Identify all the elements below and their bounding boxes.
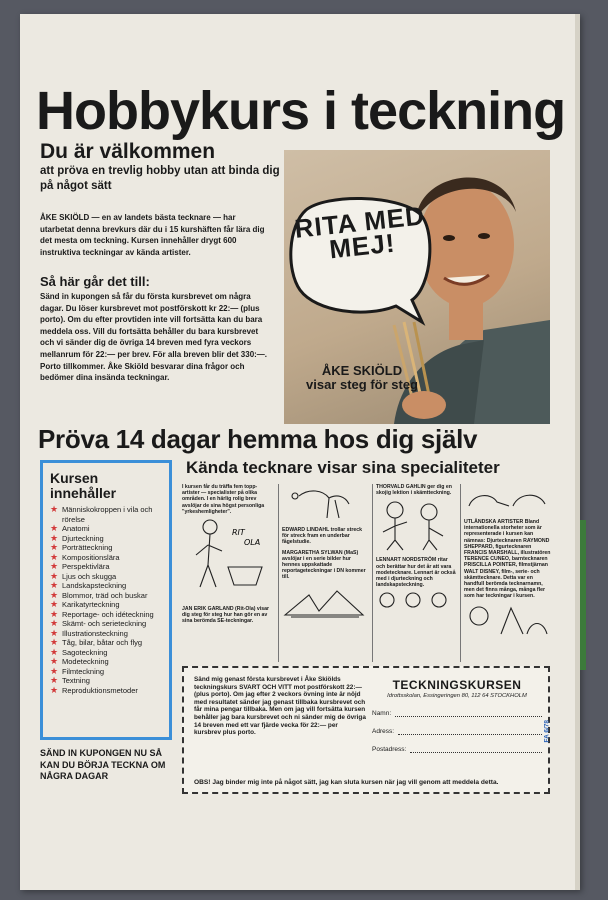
list-item: ★ Människokroppen i vila och rörelse (50, 504, 153, 524)
list-item: ★ Tåg, bilar, båtar och flyg (50, 637, 143, 647)
artist-column-3 (372, 484, 458, 662)
green-page-edge (580, 520, 586, 670)
star-icon: ★ (50, 599, 59, 609)
list-item: ★ Illustrationsteckning (50, 627, 128, 638)
list-item: ★ Ljus och skugga (50, 570, 117, 581)
instructor-photo (284, 150, 550, 424)
how-text: Sänd in kupongen så får du första kursbrevet om några dagar. Du löser kursbrevet mot postförskott kr 22:— (plus porto). Om du efter provtiden inte vill fortsätta kan du bara meddela oss. Vill du fortsätta behåller du bara kursbrevet och vi sänder dig de övriga 14 breven med fyra veckors mellanrum för 22:— per brev. För alla breven blir det 330:—. Porto tillkommer. Åke Skiöld besvarar dina frågor och bedömer dina insända teckningar. (40, 292, 268, 383)
coupon-code: FA 6/78 (544, 720, 551, 743)
artist-column-4 (460, 484, 552, 662)
list-item: ★ Anatomi (50, 523, 90, 533)
animal-sketch (461, 484, 551, 514)
coupon-form (372, 678, 542, 753)
garland-sketch (182, 515, 272, 601)
artist-column-1 (182, 484, 276, 662)
star-icon: ★ (50, 523, 59, 533)
list-item: ★ Perspektivlära (50, 561, 110, 571)
star-icon: ★ (50, 684, 59, 695)
sylwan-text: MARGARETHA SYLWAN (MaS) avslöjar i en serie bilder hur hennes uppskattade reportageteckningar i DN kommer till. (282, 549, 366, 581)
artists-intro: I kursen får du träffa fem topp-artister — specialister på olika områden. I en härlig rolig brev avslöjar de sina högst personliga "yrkeshemligheter". (182, 484, 265, 515)
intro-text: ÅKE SKIÖLD — en av landets bästa tecknare — har utarbetat denna brevkurs där du i 15 kurshäften får lära dig det mesta om teckning. Kursen innehåller drygt 600 instruktiva teckningar av kända artister. (40, 213, 265, 257)
cartoon-sketch (373, 496, 457, 552)
star-icon: ★ (50, 532, 59, 543)
list-item: ★ Karikatyrteckning (50, 599, 120, 609)
coupon-title: TECKNINGSKURSEN (392, 678, 522, 692)
gahlin-text: THORVALD GAHLIN ger dig en skojig lektion i skämtteckning. (376, 484, 452, 497)
list-item: ★ Blommor, träd och buskar (50, 589, 148, 600)
artists-headline: Kända tecknare visar sina specialiteter (186, 458, 500, 477)
lindahl-text: EDWARD LINDAHL trollar streck för streck fram en underbar fågelstudie. (282, 527, 363, 546)
coupon-note: OBS! Jag binder mig inte på något sätt, jag kan sluta kursen när jag vill genom att meddela detta. (194, 779, 499, 786)
reportage-sketch (279, 581, 369, 621)
list-item: ★ Textning (50, 675, 90, 685)
bubble-text: RITA MED MEJ! (293, 200, 427, 265)
list-item: ★ Porträtteckning (50, 542, 113, 552)
list-item: ★ Filmteckning (50, 665, 105, 676)
course-contents-title: Kursen innehåller (50, 470, 117, 501)
star-icon: ★ (50, 637, 59, 647)
try-headline: Pröva 14 dagar hemma hos dig själv (38, 424, 478, 454)
star-icon: ★ (50, 608, 59, 619)
list-item: ★ Sagoteckning (50, 646, 108, 657)
foreign-artists-text: UTLÄNDSKA ARTISTER Bland internationella storheter som är representerade i kursen kan nämnas: Djurtecknaren RAYMOND SHEPPARD, figurtecknaren FRANCIS MARSHALL, illustratören TERENCE CUNEO, barntecknaren PRISCILLA POINTER, filmstjärnan WALT DISNEY, film-, serie- och skämttecknare. Detta var en handfull berömda tecknarnamn, men det finns många, många fler som har teckningar i kursen. (464, 519, 551, 600)
star-icon: ★ (50, 561, 59, 571)
postal-address-field[interactable]: Postadress: (372, 746, 542, 753)
nordstrom-text: LENNART NORDSTRÖM ritar och berättar hur det år att vara modetecknare. Lennart är också med i djurteckning och landskapsteckning. (376, 557, 456, 589)
star-icon: ★ (50, 627, 59, 638)
star-icon: ★ (50, 646, 59, 657)
list-item: ★ Landskapsteckning (50, 580, 127, 590)
welcome-subtitle: att pröva en trevlig hobby utan att binda dig på något sätt (40, 165, 280, 192)
fashion-sketch (373, 588, 457, 618)
list-item: ★ Reportage- och idéteckning (50, 608, 154, 619)
svg-text:OLA: OLA (244, 538, 261, 548)
star-icon: ★ (50, 570, 59, 581)
star-icon: ★ (50, 665, 59, 676)
address-field[interactable]: Adress: (372, 728, 542, 735)
star-icon: ★ (50, 551, 59, 562)
order-coupon[interactable] (182, 666, 550, 794)
artist-showcase (182, 484, 552, 662)
course-contents-box (40, 460, 172, 740)
list-item: ★ Kompositionslära (50, 551, 120, 562)
course-contents-list (50, 505, 162, 695)
svg-text:RIT: RIT (232, 528, 245, 538)
star-icon: ★ (50, 542, 59, 552)
star-icon: ★ (50, 675, 59, 685)
coupon-address: Idrottsskolan, Essingeringen 80, 112 64 STOCKHOLM (387, 693, 527, 699)
list-item: ★ Skämt- och serieteckning (50, 618, 147, 628)
artist-column-2 (278, 484, 370, 662)
list-item: ★ Reproduktionsmetoder (50, 684, 138, 695)
star-icon: ★ (50, 589, 59, 600)
star-icon: ★ (50, 580, 59, 590)
headline: Hobbykurs i teckning (36, 81, 566, 141)
list-item: ★ Modeteckning (50, 656, 109, 666)
star-icon: ★ (50, 504, 59, 514)
garland-text: JAN ERIK GARLAND (Rit-Ola) visar dig steg för steg hur han gör en av sina berömda SE-teckningar. (182, 606, 270, 625)
send-in-call-to-action: SÄND IN KUPONGEN NU SÅ KAN DU BÖRJA TECKNA OM NÅGRA DAGAR (40, 748, 166, 781)
illustration-sketch (461, 600, 551, 640)
how-title: Så här går det till: (40, 274, 150, 289)
photo-caption: ÅKE SKIÖLD visar steg för steg (306, 363, 418, 392)
list-item: ★ Djurteckning (50, 532, 104, 543)
name-field[interactable]: Namn: (372, 710, 542, 717)
coupon-terms: Sänd mig genast första kursbrevet i Åke Skiölds teckningskurs SVART OCH VITT mot postförskott 22:— (plus porto). Om jag efter 2 veckors övning inte är nöjd med resultatet sänder jag genast tillbaka kursbrevet och får mina pengar tillbaka. Men om jag vill fortsätta kursen behåller jag bara kursbrevet och ni sänder mig de övriga 14 breven med ett var fjärde vecka för 22:— per kursbrev plus porto. (194, 676, 366, 737)
welcome-title: Du är välkommen (40, 140, 216, 163)
star-icon: ★ (50, 618, 59, 628)
star-icon: ★ (50, 656, 59, 666)
bird-sketch (279, 484, 369, 522)
